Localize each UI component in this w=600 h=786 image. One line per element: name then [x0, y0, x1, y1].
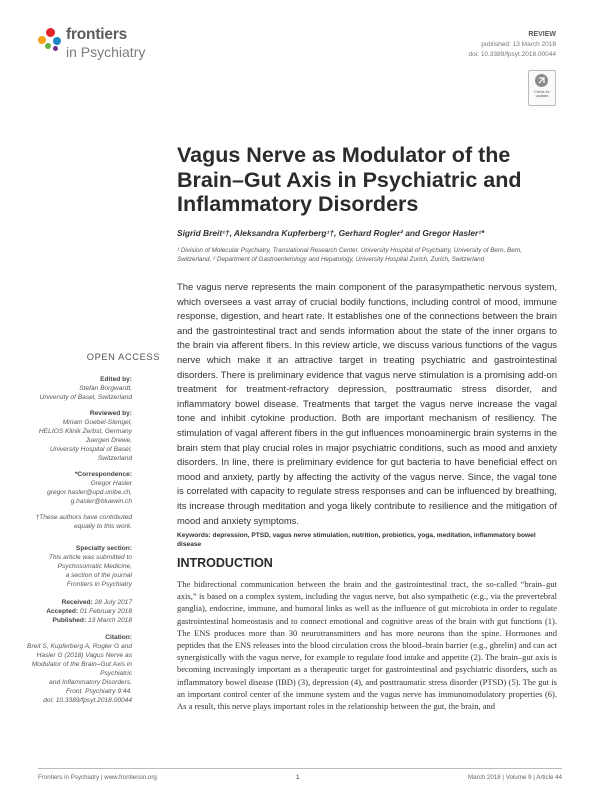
specialty-line: a section of the journal [65, 572, 132, 579]
affiliations: ¹ Division of Molecular Psychiatry, Translational Research Center, University Hospital of Psychiatry, University of Bern, Bern, Switzerland, ² Department of Gastroenterology and Hepatology, University Hospital Zurich, Zurich, Switzerland [177, 247, 523, 263]
brand-name: frontiers [66, 26, 128, 43]
section-heading-introduction: INTRODUCTION [177, 556, 273, 570]
check-updates-icon [535, 74, 548, 87]
citation-line: Hasler G (2018) Vagus Nerve as [36, 652, 132, 659]
citation-line: Psychiatric [100, 670, 132, 677]
logo-dot-green [45, 43, 51, 49]
reviewer-line: Miriam Goebel-Stengel, [62, 419, 132, 426]
article-title: Vagus Nerve as Modulator of the Brain–Gut Axis in Psychiatric and Inflammatory Disorders [177, 143, 522, 216]
citation-doi[interactable]: doi: 10.3389/fpsyt.2018.00044 [43, 697, 132, 704]
author-list[interactable]: Sigrid Breit¹†, Aleksandra Kupferberg¹†, Gerhard Rogler² and Gregor Hasler¹* [177, 228, 485, 238]
editor-affiliation: University of Basel, Switzerland [39, 394, 132, 401]
reviewed-by-heading: Reviewed by: [89, 410, 132, 417]
specialty-line: Frontiers in Psychiatry [66, 581, 132, 588]
edited-by-heading: Edited by: [100, 376, 132, 383]
keywords: Keywords: depression, PTSD, vagus nerve stimulation, nutrition, probiotics, yoga, meditation, inflammatory bowel disease [177, 532, 536, 548]
correspondent-email[interactable]: gregor.hasler@upd.unibe.ch, [47, 489, 132, 496]
abstract: The vagus nerve represents the main component of the parasympathetic nervous system, which oversees a vast array of crucial bodily functions, including control of mood, immune response, digestion, and heart rate. It establishes one of the connections between the brain and the gastrointestinal tract and sends information about the state of the inner organs to the brain via afferent fibers. In this review article, we discuss various functions of the vagus nerve which make it an attractive target in treating psychiatric and gastrointestinal disorders. There is preliminary evidence that vagus nerve stimulation is a promising add-on treatment for treatment-refractory depression, posttraumatic stress disorder, and inflammatory bowel disease. Treatments that target the vagus nerve increase the vagal tone and inhibit cytokine production. Both are important mechanism of resiliency. The stimulation of vagal afferent fibers in the gut influences monoaminergic brain systems in the brain stem that play crucial roles in major psychiatric conditions, such as mood and anxiety disorders. In line, there is preliminary evidence for gut bacteria to have beneficial effect on mood and anxiety, partly by affecting the activity of the vagus nerve. Since, the vagal tone is correlated with capacity to regulate stress responses and can be influenced by breathing, its increase through meditation and yoga likely contribute to resilience and the mitigation of mood and anxiety symptoms. [177, 281, 557, 526]
citation-line: Modulator of the Brain–Gut Axis in [31, 661, 132, 668]
published-label: Published: [52, 617, 87, 624]
equal-contribution-note: †These authors have contributed [35, 514, 132, 521]
citation-line: Front. Psychiatry 9:44. [66, 688, 132, 695]
reviewer-line: Switzerland [97, 455, 132, 462]
open-access-label: OPEN ACCESS [86, 352, 160, 362]
citation-line: Breit S, Kupferberg A, Rogler G and [27, 643, 132, 650]
footer-divider [38, 768, 562, 769]
check-updates-label: Check for updates [534, 90, 550, 99]
editor-name: Stefan Borgwardt, [79, 385, 132, 392]
received-value: 28 July 2017 [94, 599, 132, 606]
article-type: REVIEW [528, 31, 556, 38]
journal-logo[interactable] [38, 26, 158, 66]
correspondent-name: Gregor Hasler [90, 480, 132, 487]
logo-dot-orange [38, 36, 46, 44]
publication-info [469, 40, 556, 59]
accepted-label: Accepted: [46, 608, 79, 615]
page-number: 1 [296, 774, 300, 781]
specialty-heading: Specialty section: [75, 545, 132, 552]
introduction-body [177, 578, 557, 712]
equal-contribution-note: equally to this work. [74, 523, 132, 530]
logo-mark [38, 28, 62, 52]
published-value: 13 March 2018 [88, 617, 132, 624]
reviewer-line: HELIOS Klinik Zerbst, Germany [38, 428, 132, 435]
logo-dot-blue [53, 37, 61, 45]
received-date [62, 599, 132, 608]
footer-journal-site[interactable]: Frontiers in Psychiatry | www.frontiersin.org [38, 774, 157, 781]
doi-link[interactable]: doi: 10.3389/fpsyt.2018.00044 [468, 50, 556, 58]
footer-issue-info: March 2018 | Volume 9 | Article 44 [467, 774, 562, 781]
specialty-line: This article was submitted to [48, 554, 132, 561]
logo-dot-red [46, 28, 55, 37]
accepted-date [46, 608, 132, 617]
logo-dot-purple [53, 46, 58, 51]
accepted-value: 01 February 2018 [79, 608, 132, 615]
correspondent-email[interactable]: g.hasler@bluewin.ch [70, 498, 132, 505]
specialty-line: Psychosomatic Medicine, [57, 563, 132, 570]
check-for-updates-badge[interactable] [528, 70, 556, 106]
citation-line: and Inflammatory Disorders. [49, 679, 132, 686]
correspondence-heading: *Correspondence: [74, 471, 132, 478]
citation-heading: Citation: [105, 634, 132, 641]
reviewer-line: Juergen Drewe, [85, 437, 132, 444]
received-label: Received: [61, 599, 93, 606]
reviewer-line: University Hospital of Basel, [49, 446, 132, 453]
introduction-paragraph: The bidirectional communication between the brain and the gastrointestinal tract, the so-called “brain–gut axis,” is based on a complex system, including the vagus nerve, but also sympathetic (e.g., via the prevertebral ganglia), endocrine, immune, and humoral links as well as the influence of gut microbiota in order to regulate gastrointestinal homeostasis and to connect emotional and cognitive areas of the brain with gut functions (1). The ENS produces more than 30 neurotransmitters and has more neurons than the spine. Hormones and peptides that the ENS releases into the blood circulation cross the blood–brain barrier (e.g., ghrelin) and can act synergistically with the vagus nerve, for example to regulate food intake and appetite (2). The brain–gut axis is becoming increasingly important as a therapeutic target for gastrointestinal and psychiatric disorders, such as inflammatory bowel disease (IBD) (3), depression (4), and posttraumatic stress disorder (PTSD) (5). The gut is an important control center of the immune system and the vagus nerve has immunomodulatory properties (6). As a result, this nerve plays important roles in the relationship between the gut, the brain, and [177, 579, 557, 712]
published-date: published: 13 March 2018 [481, 41, 556, 48]
journal-name: in Psychiatry [66, 44, 146, 60]
published-date-sidebar [52, 617, 132, 626]
